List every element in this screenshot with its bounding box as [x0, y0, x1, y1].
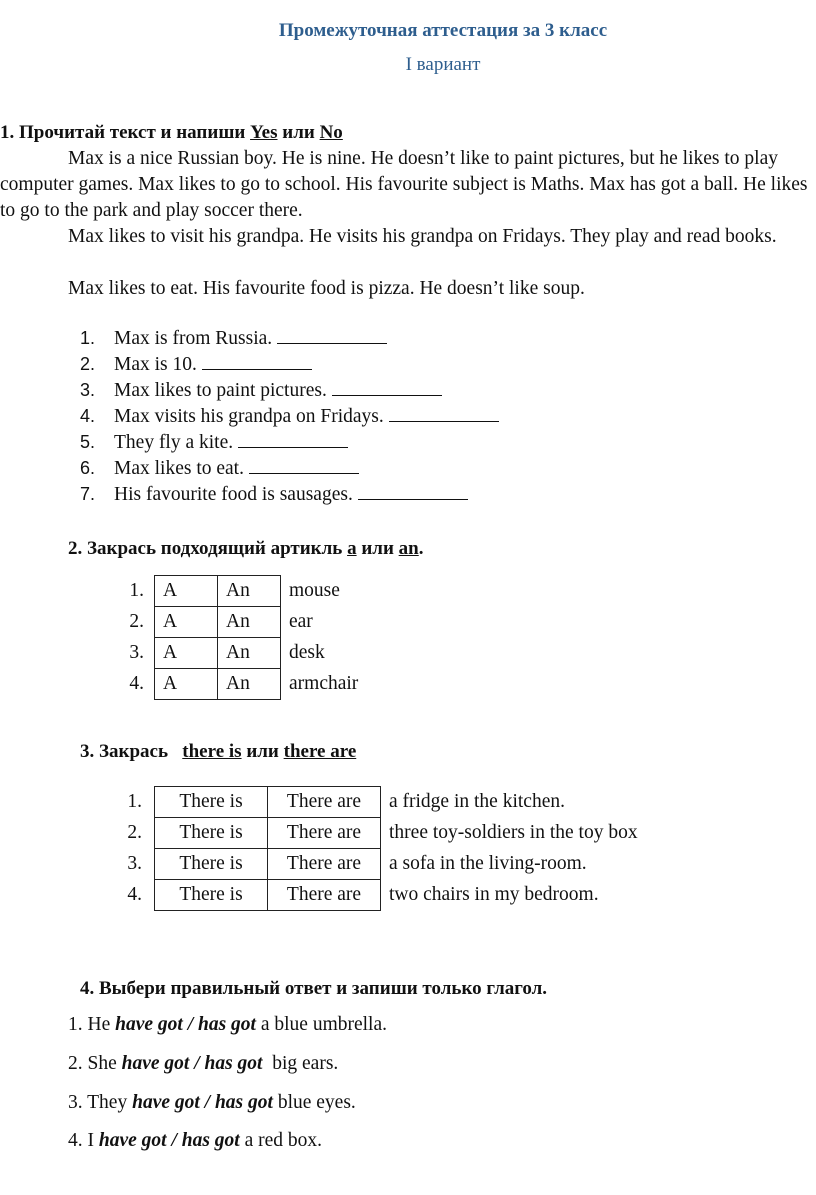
verb-choice[interactable]: have got / has got: [121, 1053, 263, 1074]
statement-5: [80, 431, 348, 454]
option-a[interactable]: A: [155, 638, 218, 669]
item-suffix: blue eyes.: [272, 1092, 356, 1113]
option-there-is[interactable]: There is: [155, 880, 268, 911]
statement-number: 6.: [80, 458, 96, 478]
table-row: [80, 787, 638, 818]
phrase-text: a sofa in the living-room.: [389, 853, 587, 874]
noun-word: armchair: [289, 673, 359, 694]
option-there-are[interactable]: There are: [268, 818, 381, 849]
table-row: [110, 607, 358, 638]
table-row: [80, 818, 638, 849]
row-number: 3.: [129, 642, 144, 663]
row-number: 2.: [129, 611, 144, 632]
statement-text: Max is 10.: [114, 354, 197, 375]
row-number: 1.: [129, 580, 144, 601]
statement-number: 7.: [80, 484, 96, 504]
item-suffix: a blue umbrella.: [255, 1014, 388, 1035]
statement-text: Max likes to paint pictures.: [114, 380, 327, 401]
task2-heading-a: a: [347, 538, 357, 559]
statement-number: 3.: [80, 380, 96, 400]
task3-heading-there-is: there is: [182, 741, 242, 762]
option-there-are[interactable]: There are: [268, 787, 381, 818]
answer-blank[interactable]: [249, 457, 359, 474]
task1-heading-no: No: [319, 122, 343, 143]
option-there-are[interactable]: There are: [268, 880, 381, 911]
phrase-text: three toy-soldiers in the toy box: [389, 822, 638, 843]
task4-item-4: [68, 1130, 322, 1152]
option-an[interactable]: An: [218, 638, 281, 669]
answer-blank[interactable]: [389, 405, 499, 422]
task4-heading: 4. Выбери правильный ответ и запиши только глагол.: [80, 978, 548, 999]
row-number: 2.: [127, 822, 142, 843]
task3-heading-there-are: there are: [283, 741, 357, 762]
item-prefix: 1. He: [68, 1014, 116, 1035]
option-there-are[interactable]: There are: [268, 849, 381, 880]
statement-6: [80, 457, 359, 480]
task3-heading-text: 3. Закрась: [80, 741, 183, 762]
answer-blank[interactable]: [332, 379, 442, 396]
task1-paragraph-2: [0, 224, 816, 250]
statement-number: 4.: [80, 406, 96, 426]
row-number: 1.: [127, 791, 142, 812]
option-an[interactable]: An: [218, 576, 281, 607]
item-suffix: a red box.: [239, 1130, 323, 1151]
option-an[interactable]: An: [218, 669, 281, 700]
statement-2: [80, 353, 312, 376]
statement-7: [80, 483, 468, 506]
row-number: 4.: [129, 673, 144, 694]
task1-heading-text: 1. Прочитай текст и напиши: [0, 122, 251, 143]
item-suffix: big ears.: [262, 1053, 339, 1074]
task3-heading-or: или: [241, 741, 284, 762]
paragraph-text: Max likes to visit his grandpa. He visits his grandpa on Fridays. They play and read books.: [68, 226, 777, 247]
option-a[interactable]: A: [155, 669, 218, 700]
statement-text: Max likes to eat.: [114, 458, 244, 479]
statement-3: [80, 379, 442, 402]
option-there-is[interactable]: There is: [155, 787, 268, 818]
task4-item-3: [68, 1092, 356, 1114]
statement-number: 5.: [80, 432, 96, 452]
option-an[interactable]: An: [218, 607, 281, 638]
statement-1: [80, 327, 387, 350]
task4-item-2: [68, 1053, 338, 1075]
table-row: [80, 849, 638, 880]
task1-heading: [0, 122, 343, 144]
task1-heading-or: или: [277, 122, 320, 143]
verb-choice[interactable]: have got / has got: [98, 1130, 240, 1151]
task1-paragraph-1: [0, 146, 816, 224]
statement-text: Max visits his grandpa on Fridays.: [114, 406, 384, 427]
statement-text: His favourite food is sausages.: [114, 484, 353, 505]
task2-heading-or: или: [356, 538, 399, 559]
noun-word: desk: [289, 642, 325, 663]
task4-item-1: [68, 1014, 387, 1036]
table-row: [80, 880, 638, 911]
verb-choice[interactable]: have got / has got: [115, 1014, 256, 1035]
paragraph-text: Max is a nice Russian boy. He is nine. He doesn’t like to paint pictures, but he likes to play computer games. Max likes to go to school. His favourite subject is Maths. Max has got a ball. He likes to go to the park and play soccer there.: [0, 148, 808, 221]
page-title: Промежуточная аттестация за 3 класс: [278, 20, 608, 41]
noun-word: ear: [289, 611, 313, 632]
table-row: [110, 576, 358, 607]
answer-blank[interactable]: [202, 353, 312, 370]
answer-blank[interactable]: [277, 327, 387, 344]
task3-heading: [80, 741, 356, 763]
task2-heading-text: 2. Закрась подходящий артикль: [68, 538, 348, 559]
noun-word: mouse: [289, 580, 340, 601]
option-there-is[interactable]: There is: [155, 818, 268, 849]
task1-heading-yes: Yes: [250, 122, 278, 143]
statement-4: [80, 405, 499, 428]
option-there-is[interactable]: There is: [155, 849, 268, 880]
statement-text: They fly a kite.: [114, 432, 234, 453]
paragraph-text: Max likes to eat. His favourite food is pizza. He doesn’t like soup.: [68, 278, 585, 299]
answer-blank[interactable]: [358, 483, 468, 500]
option-a[interactable]: A: [155, 607, 218, 638]
statement-number: 1.: [80, 328, 96, 348]
verb-choice[interactable]: have got / has got: [132, 1092, 273, 1113]
row-number: 4.: [127, 884, 142, 905]
item-prefix: 4. I: [68, 1130, 99, 1151]
answer-blank[interactable]: [238, 431, 348, 448]
item-prefix: 2. She: [68, 1053, 122, 1074]
task2-heading-an: an: [398, 538, 419, 559]
article-table: [110, 575, 358, 700]
task2-heading-end: .: [418, 538, 424, 559]
statement-text: Max is from Russia.: [114, 328, 273, 349]
table-row: [110, 669, 358, 700]
item-prefix: 3. They: [68, 1092, 133, 1113]
variant-label: I вариант: [405, 54, 481, 75]
statement-number: 2.: [80, 354, 96, 374]
option-a[interactable]: A: [155, 576, 218, 607]
task1-paragraph-3: [0, 276, 816, 302]
table-row: [110, 638, 358, 669]
task2-heading: [68, 538, 423, 560]
phrase-text: two chairs in my bedroom.: [389, 884, 599, 905]
row-number: 3.: [127, 853, 142, 874]
phrase-text: a fridge in the kitchen.: [389, 791, 565, 812]
there-is-table: [80, 786, 638, 911]
